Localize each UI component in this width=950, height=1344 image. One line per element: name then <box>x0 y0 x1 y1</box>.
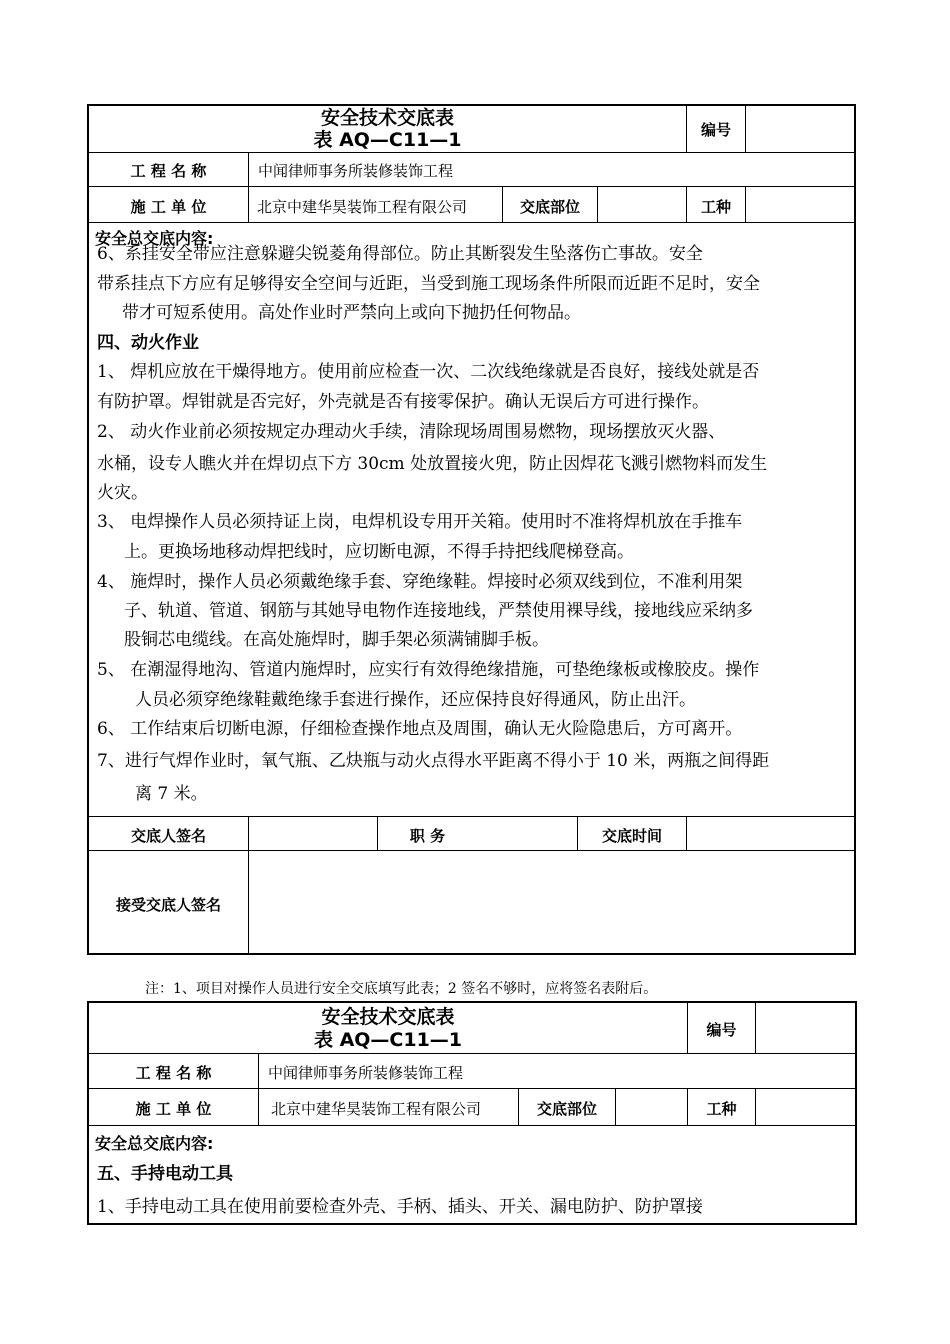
section-heading: 四、动火作业 <box>97 333 199 353</box>
project-name-label: 工 程 名 称 <box>130 162 207 180</box>
border <box>855 1001 857 1225</box>
border <box>87 1223 857 1225</box>
rule <box>87 186 856 187</box>
form-code: 表 AQ—C11—1 <box>313 129 462 151</box>
rule <box>745 186 746 222</box>
receiver-signature-label: 接受交底人签名 <box>115 896 221 914</box>
content-line: 有防护罩。焊钳就是否完好，外壳就是否有接零保护。确认无误后方可进行操作。 <box>97 392 709 412</box>
footnote: 注：1、项目对操作人员进行安全交底填写此表；2 签名不够时，应将签名表附后。 <box>145 981 658 997</box>
trade-label: 工种 <box>706 1100 737 1118</box>
content-line: 人员必须穿绝缘鞋戴绝缘手套进行操作，还应保持良好得通风，防止出汗。 <box>135 690 696 710</box>
border <box>87 1001 857 1003</box>
project-name-value: 中闻律师事务所装修装饰工程 <box>268 1064 464 1082</box>
form-title: 安全技术交底表 <box>320 107 454 129</box>
signer-label: 交底人签名 <box>130 827 206 845</box>
rule <box>87 1088 857 1089</box>
construction-unit-label: 施 工 单 位 <box>130 198 207 216</box>
content-line: 带系挂点下方应有足够得安全空间与近距，当受到施工现场条件所限而近距不足时，安全 <box>97 274 760 294</box>
content-line: 上。更换场地移动焊把线时，应切断电源，不得手持把线爬梯登高。 <box>124 542 634 562</box>
handover-part-label: 交底部位 <box>519 198 580 216</box>
content-line: 带才可短系使用。高处作业时严禁向上或向下抛扔任何物品。 <box>122 303 581 323</box>
rule <box>87 850 856 851</box>
content-line: 离 7 米。 <box>135 784 208 804</box>
content-line: 水桶，设专人瞧火并在焊切点下方 30cm 处放置接火兜，防止因焊花飞溅引燃物料而发生 <box>97 454 768 474</box>
content-line: 4、 施焊时，操作人员必须戴绝缘手套、穿绝缘鞋。焊接时必须双线到位，不准利用架 <box>97 572 743 592</box>
section-heading: 五、手持电动工具 <box>97 1164 233 1184</box>
handover-part-label: 交底部位 <box>536 1100 597 1118</box>
content-line: 3、 电焊操作人员必须持证上岗，电焊机设专用开关箱。使用时不准将焊机放在手推车 <box>97 512 743 532</box>
serial-number-label: 编号 <box>700 121 731 139</box>
content-line: 7、进行气焊作业时，氧气瓶、乙炔瓶与动火点得水平距离不得小于 10 米，两瓶之间得距 <box>97 751 770 771</box>
rule <box>755 1088 756 1125</box>
rule <box>87 1053 857 1054</box>
content-line: 6、系挂安全带应注意躲避尖锐菱角得部位。防止其断裂发生坠落伤亡事故。安全 <box>97 244 703 264</box>
trade-label: 工种 <box>700 198 731 216</box>
content-line: 2、 动火作业前必须按规定办理动火手续，清除现场周围易燃物，现场摆放灭火器、 <box>97 422 726 442</box>
construction-unit-label: 施 工 单 位 <box>135 1100 212 1118</box>
content-line: 子、轨道、管道、钢筋与其她导电物作连接地线，严禁使用裸导线，接地线应采纳多 <box>124 601 753 621</box>
construction-unit-value: 北京中建华昊装饰工程有限公司 <box>257 198 468 216</box>
rule <box>87 152 856 153</box>
serial-number-label: 编号 <box>706 1021 737 1039</box>
content-line: 5、 在潮湿得地沟、管道内施焊时，应实行有效得绝缘措施，可垫绝缘板或橡胶皮。操作 <box>97 660 760 680</box>
content-line: 1、 焊机应放在干燥得地方。使用前应检查一次、二次线绝缘就是否良好，接线处就是否 <box>97 362 760 382</box>
project-name-label: 工 程 名 称 <box>135 1064 212 1082</box>
form-title: 安全技术交底表 <box>321 1006 455 1028</box>
border <box>87 953 856 955</box>
content-line: 6、 工作结束后切断电源，仔细检查操作地点及周围，确认无火险隐患后，方可离开。 <box>97 719 743 739</box>
rule <box>87 222 856 223</box>
content-line: 火灾。 <box>97 483 148 503</box>
rule <box>597 186 598 222</box>
rule <box>615 1088 616 1125</box>
content-heading: 安全总交底内容: <box>95 1134 214 1153</box>
position-label: 职 务 <box>409 827 446 845</box>
handover-time-label: 交底时间 <box>601 827 662 845</box>
rule <box>248 152 249 222</box>
rule <box>87 1125 857 1126</box>
rule <box>686 816 687 850</box>
content-line: 股铜芯电缆线。在高处施焊时，脚手架必须满铺脚手板。 <box>124 630 549 650</box>
rule <box>258 1053 259 1125</box>
content-line: 1、手持电动工具在使用前要检查外壳、手柄、插头、开关、漏电防护、防护罩接 <box>97 1197 703 1217</box>
project-name-value: 中闻律师事务所装修装饰工程 <box>258 162 454 180</box>
rule <box>248 816 249 954</box>
border <box>854 104 856 955</box>
rule <box>87 816 856 817</box>
content-heading: 安全总交底内容: <box>95 229 214 248</box>
rule <box>745 104 746 152</box>
construction-unit-value: 北京中建华昊装饰工程有限公司 <box>271 1100 482 1118</box>
rule <box>755 1001 756 1053</box>
border <box>87 104 856 106</box>
form-code: 表 AQ—C11—1 <box>313 1029 463 1051</box>
